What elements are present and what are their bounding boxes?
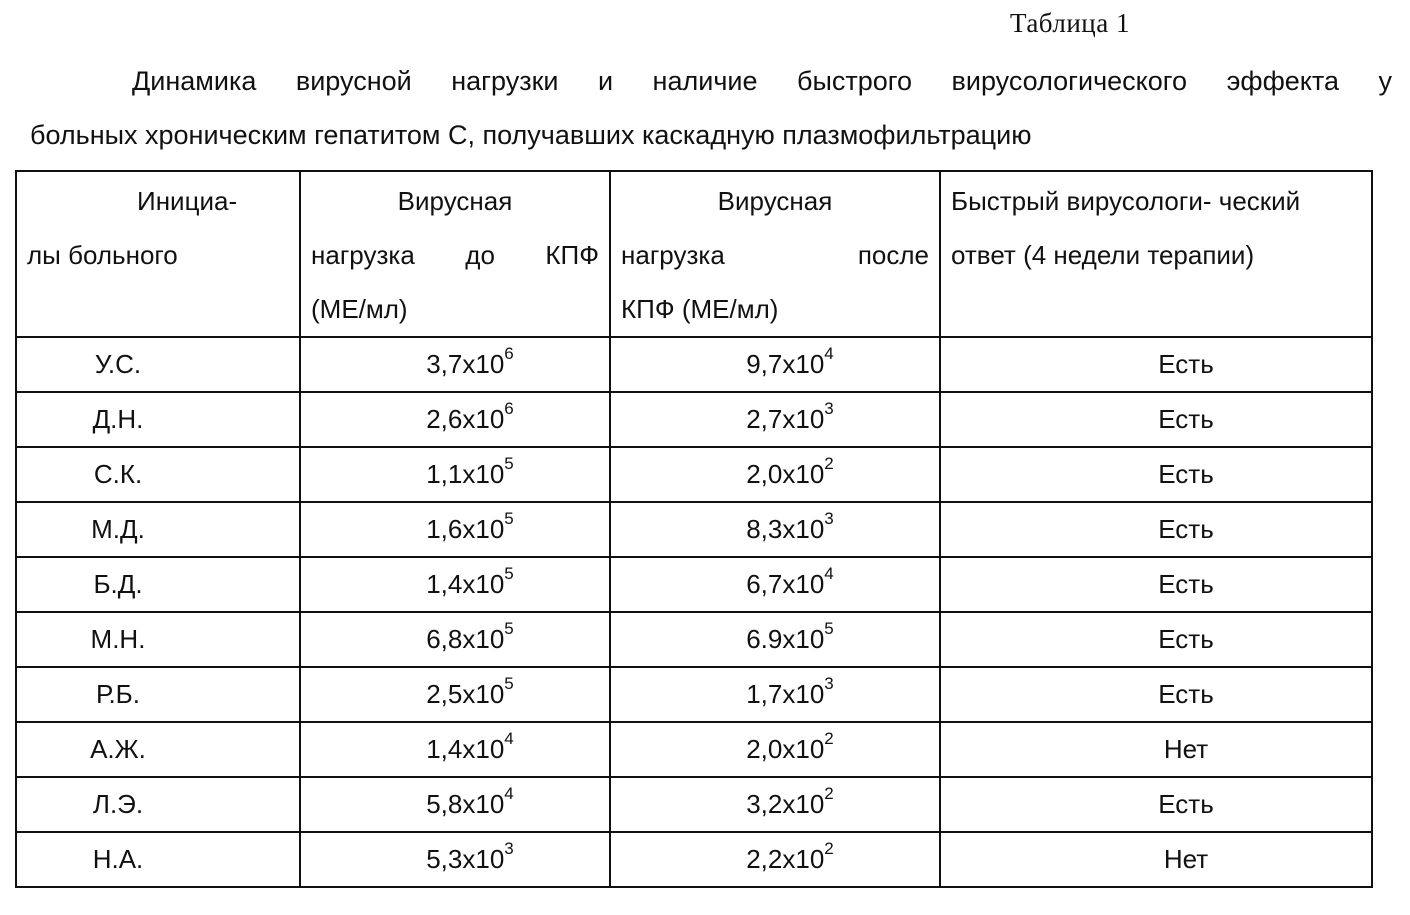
load-before-mantissa: 5,8	[426, 789, 463, 819]
load-multiplier: x10	[782, 734, 825, 764]
load-multiplier: x10	[462, 349, 505, 379]
load-after-exponent: 3	[824, 674, 834, 694]
cell-initials: Р.Б.	[16, 667, 300, 722]
load-multiplier: x10	[782, 459, 825, 489]
table-row	[16, 392, 1372, 447]
table-row	[16, 832, 1372, 887]
cell-load-before	[300, 557, 610, 612]
load-after-mantissa: 6.9	[746, 624, 783, 654]
cell-load-after	[610, 337, 940, 392]
load-multiplier: x10	[462, 679, 505, 709]
header-initials	[16, 171, 300, 337]
cell-initials: М.Д.	[16, 502, 300, 557]
cell-load-after	[610, 392, 940, 447]
load-before-exponent: 3	[504, 839, 514, 859]
load-after-exponent: 5	[824, 619, 834, 639]
load-after-exponent: 2	[824, 454, 834, 474]
header-load-before	[300, 171, 610, 337]
table-row	[16, 557, 1372, 612]
load-before-exponent: 5	[504, 619, 514, 639]
table-row	[16, 612, 1372, 667]
load-before-mantissa: 1,4	[426, 569, 463, 599]
cell-load-before	[300, 722, 610, 777]
load-multiplier: x10	[462, 569, 505, 599]
table-body	[16, 337, 1372, 887]
cell-load-after	[610, 502, 940, 557]
cell-load-before	[300, 612, 610, 667]
cell-rapid-response: Есть	[940, 557, 1372, 612]
cell-rapid-response: Нет	[940, 722, 1372, 777]
load-after-exponent: 2	[824, 839, 834, 859]
cell-rapid-response: Есть	[940, 392, 1372, 447]
cell-load-after	[610, 557, 940, 612]
load-before-mantissa: 1,1	[426, 459, 463, 489]
table-header-row	[16, 171, 1372, 337]
table-number-label: Таблица 1	[1010, 8, 1130, 38]
load-multiplier: x10	[462, 624, 505, 654]
load-multiplier: x10	[782, 844, 825, 874]
header-response-line-1: Быстрый вирусологи-	[951, 186, 1212, 216]
load-multiplier: x10	[782, 789, 825, 819]
load-after-mantissa: 9,7	[746, 349, 783, 379]
cell-initials: У.С.	[16, 337, 300, 392]
load-before-exponent: 4	[504, 729, 514, 749]
load-after-exponent: 2	[824, 729, 834, 749]
table-caption-line-2: больных хроническим гепатитом С, получавших каскадную плазмофильтрацию	[30, 120, 1032, 150]
load-before-exponent: 5	[504, 564, 514, 584]
load-after-mantissa: 2,0	[746, 459, 783, 489]
header-load-after-line-3: КПФ (МЕ/мл)	[621, 294, 779, 324]
load-after-exponent: 2	[824, 784, 834, 804]
header-rapid-response	[940, 171, 1372, 337]
cell-load-after	[610, 447, 940, 502]
cell-load-before	[300, 667, 610, 722]
load-after-exponent: 4	[824, 344, 834, 364]
load-after-exponent: 4	[824, 564, 834, 584]
load-before-exponent: 5	[504, 674, 514, 694]
load-before-mantissa: 3,7	[426, 349, 463, 379]
cell-load-before	[300, 447, 610, 502]
load-after-mantissa: 2,7	[746, 404, 783, 434]
cell-initials: С.К.	[16, 447, 300, 502]
cell-rapid-response: Есть	[940, 447, 1372, 502]
load-multiplier: x10	[462, 734, 505, 764]
header-load-after	[610, 171, 940, 337]
cell-load-after	[610, 777, 940, 832]
load-before-exponent: 5	[504, 454, 514, 474]
load-multiplier: x10	[782, 569, 825, 599]
cell-rapid-response: Есть	[940, 667, 1372, 722]
table-caption-line-1: Динамика вирусной нагрузки и наличие быстрого вирусологического эффекта у	[132, 66, 1392, 96]
load-before-mantissa: 5,3	[426, 844, 463, 874]
cell-initials: А.Ж.	[16, 722, 300, 777]
header-load-after-line-1: Вирусная	[717, 186, 833, 216]
load-after-exponent: 3	[824, 399, 834, 419]
load-after-mantissa: 8,3	[746, 514, 783, 544]
load-multiplier: x10	[782, 679, 825, 709]
load-before-mantissa: 1,4	[426, 734, 463, 764]
cell-rapid-response: Есть	[940, 777, 1372, 832]
cell-rapid-response: Нет	[940, 832, 1372, 887]
cell-load-before	[300, 337, 610, 392]
load-after-mantissa: 2,0	[746, 734, 783, 764]
load-multiplier: x10	[462, 404, 505, 434]
load-multiplier: x10	[462, 459, 505, 489]
load-multiplier: x10	[462, 514, 505, 544]
header-load-before-line-1: Вирусная	[397, 186, 513, 216]
cell-load-before	[300, 777, 610, 832]
load-multiplier: x10	[782, 349, 825, 379]
load-before-exponent: 4	[504, 784, 514, 804]
load-after-mantissa: 6,7	[746, 569, 783, 599]
header-load-before-line-2: нагрузка до КПФ	[311, 240, 599, 270]
viral-load-table	[15, 170, 1373, 888]
load-before-mantissa: 1,6	[426, 514, 463, 544]
table-row	[16, 447, 1372, 502]
load-before-mantissa: 6,8	[426, 624, 463, 654]
cell-load-before	[300, 392, 610, 447]
header-initials-line-2: лы больного	[27, 240, 178, 270]
table-row	[16, 502, 1372, 557]
table-row	[16, 667, 1372, 722]
header-initials-line-1: Инициа-	[137, 186, 238, 216]
cell-initials: Д.Н.	[16, 392, 300, 447]
cell-load-before	[300, 502, 610, 557]
header-load-before-line-3: (МЕ/мл)	[311, 294, 408, 324]
cell-load-after	[610, 832, 940, 887]
load-before-exponent: 6	[504, 344, 514, 364]
load-before-exponent: 5	[504, 509, 514, 529]
cell-load-before	[300, 832, 610, 887]
load-multiplier: x10	[782, 404, 825, 434]
table-row	[16, 337, 1372, 392]
load-before-mantissa: 2,5	[426, 679, 463, 709]
load-multiplier: x10	[462, 844, 505, 874]
load-before-mantissa: 2,6	[426, 404, 463, 434]
cell-load-after	[610, 612, 940, 667]
load-multiplier: x10	[462, 789, 505, 819]
load-after-mantissa: 3,2	[746, 789, 783, 819]
load-multiplier: x10	[782, 514, 825, 544]
header-load-after-line-2: нагрузка после	[621, 240, 929, 270]
load-after-mantissa: 1,7	[746, 679, 783, 709]
load-before-exponent: 6	[504, 399, 514, 419]
load-after-mantissa: 2,2	[746, 844, 783, 874]
cell-rapid-response: Есть	[940, 502, 1372, 557]
cell-initials: Б.Д.	[16, 557, 300, 612]
load-multiplier: x10	[782, 624, 825, 654]
cell-rapid-response: Есть	[940, 337, 1372, 392]
cell-initials: М.Н.	[16, 612, 300, 667]
cell-load-after	[610, 722, 940, 777]
cell-initials: Л.Э.	[16, 777, 300, 832]
header-response-line-3: (4 недели терапии)	[1023, 240, 1255, 270]
table-row	[16, 777, 1372, 832]
header-response-line-2: ческий ответ	[951, 186, 1301, 270]
cell-rapid-response: Есть	[940, 612, 1372, 667]
cell-initials: Н.А.	[16, 832, 300, 887]
load-after-exponent: 3	[824, 509, 834, 529]
table-row	[16, 722, 1372, 777]
cell-load-after	[610, 667, 940, 722]
